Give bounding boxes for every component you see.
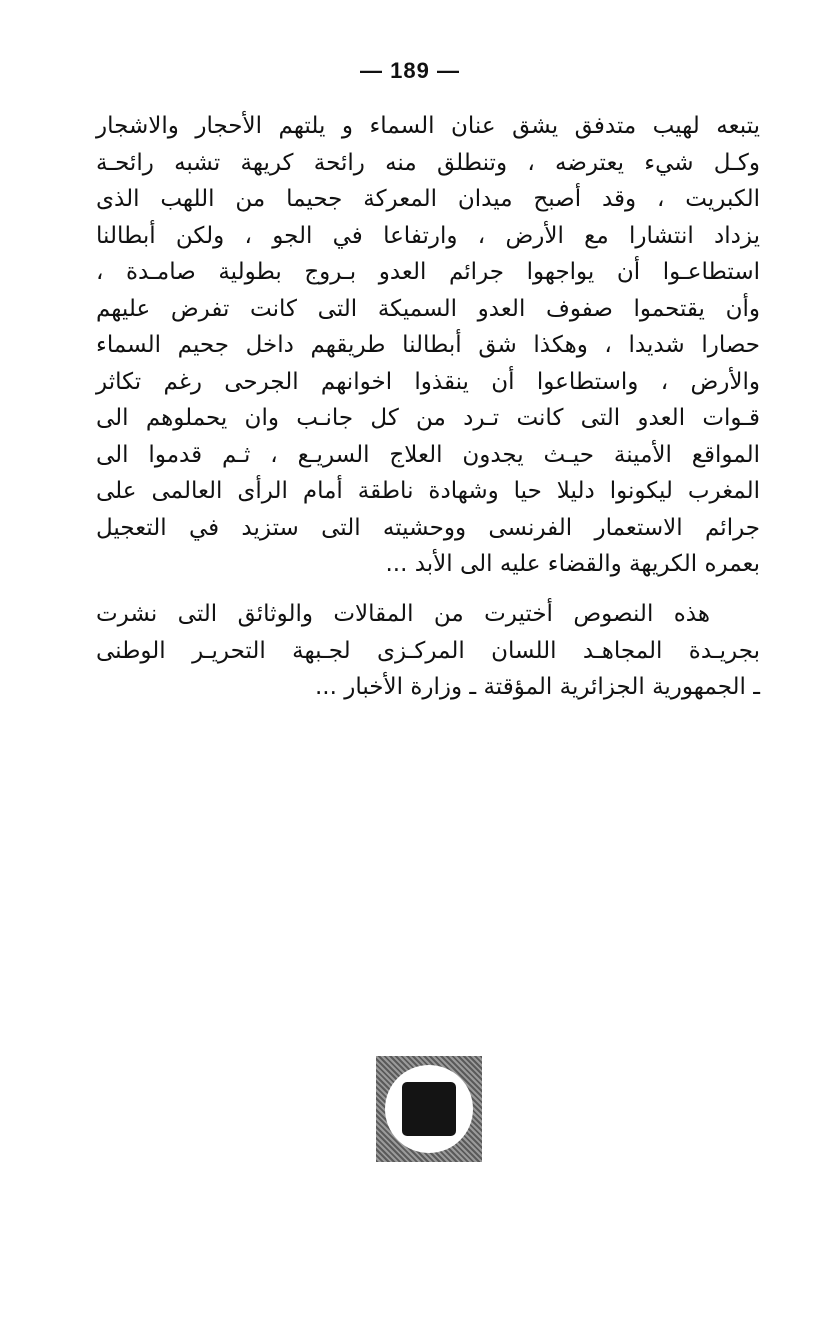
text-line: المغرب ليكونوا دليلا حيا وشهادة ناطقة أمام الرأى العالمى على [96, 478, 760, 504]
text-line: والأرض ، واستطاعوا أن ينقذوا اخوانهم الجرحى رغم تكاثر [96, 368, 760, 395]
page-number: — 189 — [360, 58, 460, 83]
text-line: يزداد انتشارا مع الأرض ، وارتفاعا في الجو ، ولكن أبطالنا [96, 222, 760, 249]
text-line: المواقع الأمينة حيـث يجدون العلاج السريـع ، ثـم قدموا الى [96, 441, 760, 468]
text-line: هذه النصوص أختيرت من المقالات والوثائق التى نشرت [96, 601, 710, 627]
text-line: بجريـدة المجاهـد اللسان المركـزى لجـبهة التحريـر الوطنى [96, 637, 760, 664]
source-note-paragraph [96, 596, 760, 706]
paragraph-body [96, 108, 760, 583]
text-line: بعمره الكريهة والقضاء عليه الى الأبد ... [385, 551, 760, 577]
text-line: حصارا شديدا ، وهكذا شق أبطالنا طريقهم داخل جحيم السماء [96, 332, 760, 358]
text-line: استطاعـوا أن يواجهوا جرائم العدو بـروج بطولية صامـدة ، [96, 259, 760, 285]
text-line: قـوات العدو التى كانت تـرد من كل جانـب وان يحملوهم الى [96, 405, 760, 431]
text-line: الكبريت ، وقد أصبح ميدان المعركة جحيما من اللهب الذى [96, 186, 760, 212]
text-line: يتبعه لهيب متدفق يشق عنان السماء و يلتهم الأحجار والاشجار [96, 113, 760, 139]
publisher-logo-icon [376, 1056, 482, 1162]
logo-square [402, 1082, 456, 1136]
text-line: ـ الجمهورية الجزائرية المؤقتة ـ وزارة الأخبار ... [315, 674, 760, 700]
text-line: وأن يقتحموا صفوف العدو السميكة التى كانت تفرض عليهم [96, 295, 760, 322]
text-line: جرائم الاستعمار الفرنسى ووحشيته التى ستزيد في التعجيل [96, 514, 760, 541]
text-line: وكـل شيء يعترضه ، وتنطلق منه رائحة كريهة تشبه رائحـة [96, 149, 760, 176]
